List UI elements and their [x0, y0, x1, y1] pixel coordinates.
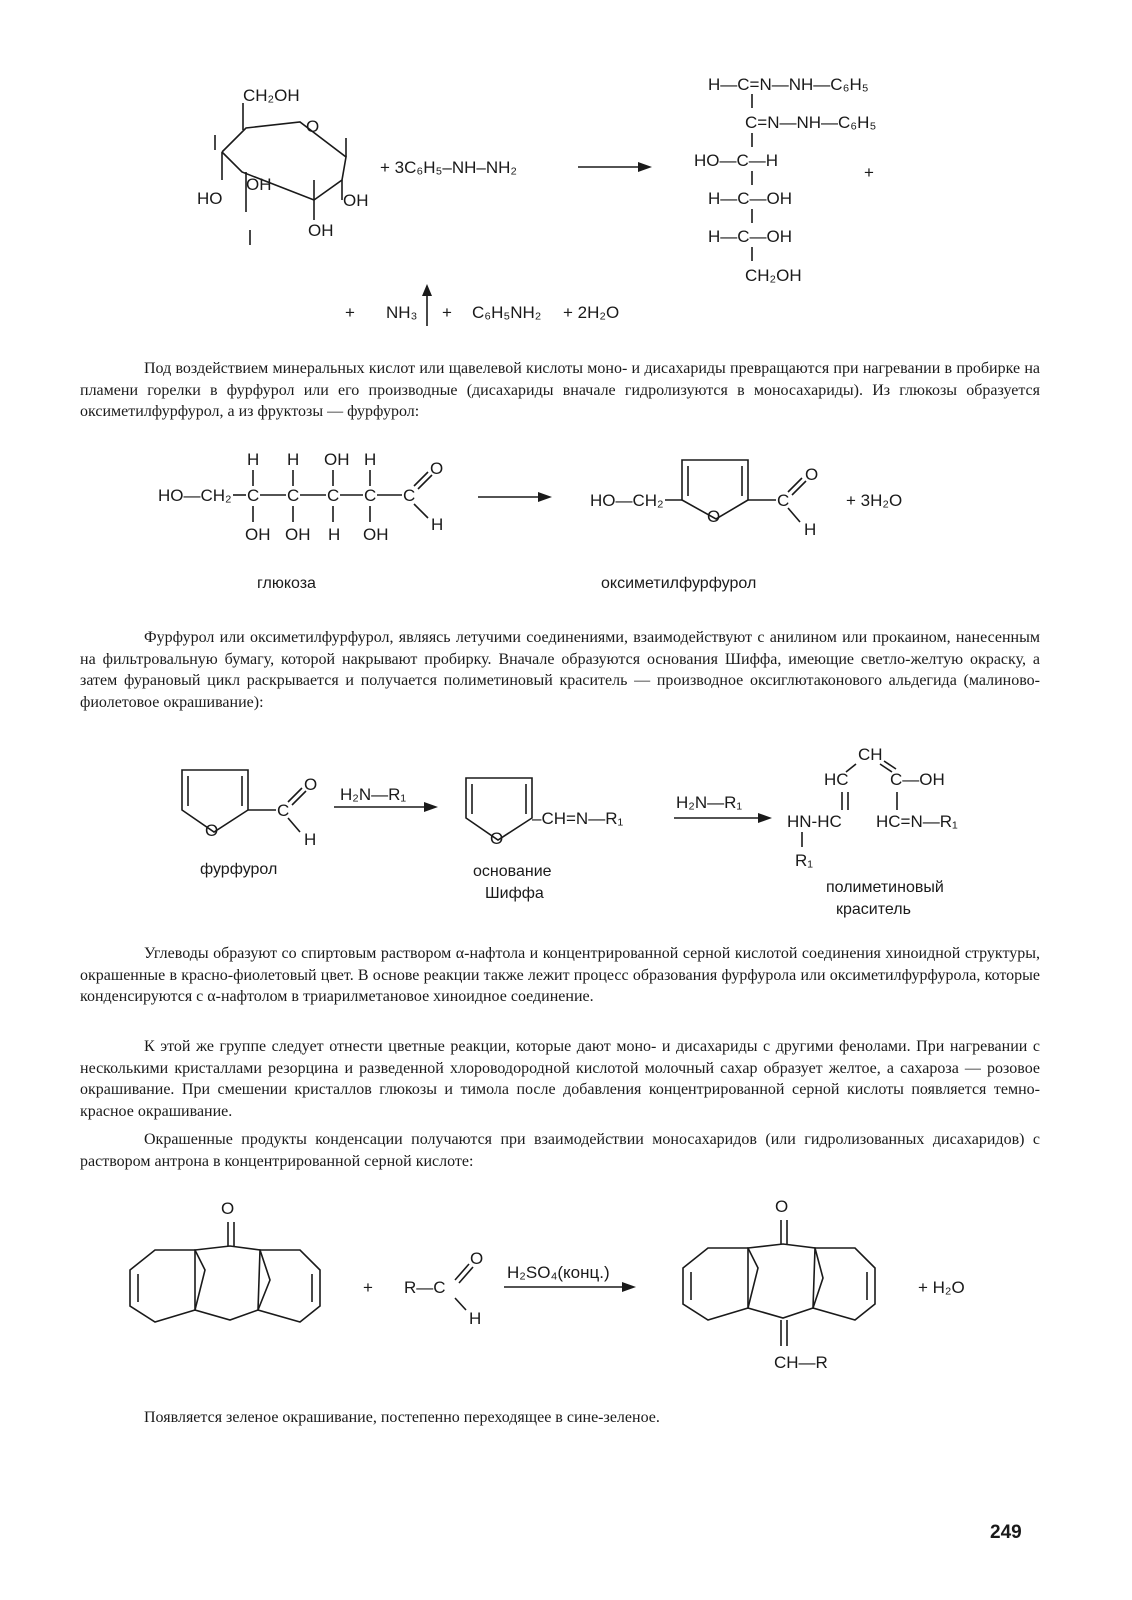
osazone-row-4: H—C—OH: [708, 189, 793, 208]
paragraph-2: Фурфурол или оксиметилфурфурол, являясь летучими соединениями, взаимодействуют с анилином или прокаином, нанесенным на фильтровальную бумагу, которой накрывают пробирку. Вначале образуются основания Шиффа, имеющие светло-желтую окраску, а затем фурановый цикл раскрывается и получается полиметиновый краситель — производное оксиглютаконового альдегида (малиново-фиолетовое окрашивание):: [80, 629, 1040, 711]
chain-c-4: C: [364, 486, 377, 505]
chain-top-1: H: [247, 450, 260, 469]
label-dye-line-2: краситель: [836, 901, 911, 918]
product-o: O: [775, 1197, 789, 1216]
paragraph-6: Появляется зеленое окрашивание, постепенно переходящее в сине-зеленое.: [144, 1409, 660, 1426]
osazone-row-3: HO—C—H: [694, 151, 779, 170]
paragraph-5: Окрашенные продукты конденсации получаются при взаимодействии моносахаридов (или гидролизованных дисахаридов) с раствором антрона в концентрированной серной кислоте:: [80, 1131, 1040, 1170]
chain-c-1: C: [247, 486, 260, 505]
paragraph-1: Под воздействием минеральных кислот или щавелевой кислоты моно- и дисахариды превращаются при нагревании в пробирке на пламени горелки в фурфурол или его производные (дисахариды вначале гидролизуются в моносахариды). Из глюкозы образуется оксиметилфурфурол, а из фруктозы — фурфурол:: [80, 360, 1040, 420]
osazone-row-6: CH₂OH: [745, 266, 802, 285]
scheme-hmf-formation: [0, 440, 1132, 600]
paragraph-4: К этой же группе следует отнести цветные реакции, которые дают моно- и дисахариды с другими фенолами. При нагревании с несколькими кристаллами резорцина и разведенной хлороводородной кислотой молочный сахар образует желтое, а сахароза — розовое окрашивание. При смешении кристаллов глюкозы и тимола после добавления концентрированной серной кислоты появляется темно-красное окрашивание.: [80, 1038, 1040, 1120]
furfural-c: C: [277, 801, 290, 820]
amine-reagent-2: H₂N—R₁: [676, 793, 743, 812]
byproduct-plus-1: +: [345, 303, 355, 322]
hmf-ring-o: O: [707, 507, 721, 526]
dye-ch: CH: [858, 745, 883, 764]
glucose-ring-o: O: [306, 117, 320, 136]
label-schiff-line-2: Шиффа: [485, 885, 544, 902]
product-center-ring: [748, 1244, 823, 1318]
aldehyde-h: H: [469, 1309, 482, 1328]
aldehyde-h: H: [431, 515, 444, 534]
glucose-ch2oh: CH₂OH: [243, 86, 300, 105]
chain-top-2: H: [287, 450, 300, 469]
glucose-oh-right: OH: [343, 191, 369, 210]
chain-c-aldehyde: C: [403, 486, 416, 505]
hmf-water: + 3H₂O: [846, 491, 903, 510]
dye-hc-n: HC=N—R₁: [876, 812, 958, 831]
page-number: 249: [990, 1522, 1022, 1543]
label-schiff-line-1: основание: [473, 863, 552, 880]
product-water: + H₂O: [918, 1278, 965, 1297]
glucose-ho: HO: [197, 189, 223, 208]
chain-main: HO—CH₂: [158, 486, 232, 505]
scheme-osazone-reaction: [0, 60, 1132, 335]
byproduct-nh3: NH₃: [386, 303, 418, 322]
label-glucose: глюкоза: [257, 575, 316, 592]
dye-r1: R₁: [795, 851, 814, 870]
chain-top-4: H: [364, 450, 377, 469]
hmf-side-chain: HO—CH₂: [590, 491, 664, 510]
osazone-plus: +: [864, 163, 874, 182]
chain-bottom-3: H: [328, 525, 341, 544]
chain-top-3: OH: [324, 450, 350, 469]
osazone-row-5: H—C—OH: [708, 227, 793, 246]
schiff-ring-o: O: [490, 829, 504, 848]
dye-c-oh: C—OH: [890, 770, 945, 789]
label-furfural: фурфурол: [200, 861, 278, 878]
dye-hc-left: HC: [824, 770, 849, 789]
chain-bottom-2: OH: [285, 525, 311, 544]
furfural-o: O: [304, 775, 318, 794]
byproduct-aniline: C₆H₅NH₂: [472, 303, 542, 322]
sulfuric-acid-reagent: H₂SO₄(конц.): [507, 1263, 610, 1282]
aldehyde-r-c: R—C: [404, 1278, 446, 1297]
schiff-tail: –CH=N—R₁: [532, 809, 624, 828]
furfural-h: H: [304, 830, 317, 849]
product-right-ring: [813, 1248, 875, 1320]
osazone-row-1: H—C=N—NH—C₆H₅: [708, 75, 869, 94]
byproduct-plus-2: +: [442, 303, 452, 322]
aldehyde-o: O: [430, 459, 444, 478]
dye-hn-hc: HN-HC: [787, 812, 842, 831]
hmf-carbonyl-h: H: [804, 520, 817, 539]
glucose-oh-bottom: OH: [308, 221, 334, 240]
osazone-row-2: C=N—NH—C₆H₅: [745, 113, 877, 132]
glucose-ring: [222, 122, 346, 200]
chain-bottom-4: OH: [363, 525, 389, 544]
scheme-polymethine-dye: [0, 735, 1132, 930]
hmf-carbonyl-c: C: [777, 491, 790, 510]
hmf-carbonyl-o: O: [805, 465, 819, 484]
anthrone-left-ring: [130, 1250, 205, 1322]
label-hmf: оксиметилфурфурол: [601, 575, 757, 592]
aldehyde-o: O: [470, 1249, 484, 1268]
product-left-ring: [683, 1248, 758, 1320]
byproduct-water: + 2H₂O: [563, 303, 620, 322]
furfural-ring-o: O: [205, 821, 219, 840]
scheme-anthrone-reaction: [0, 1190, 1132, 1390]
chain-c-2: C: [287, 486, 300, 505]
anthrone-plus: +: [363, 1278, 373, 1297]
anthrone-o: O: [221, 1199, 235, 1218]
product-ch-r: CH—R: [774, 1353, 828, 1372]
chain-bottom-1: OH: [245, 525, 271, 544]
amine-reagent-1: H₂N—R₁: [340, 785, 407, 804]
chain-c-3: C: [327, 486, 340, 505]
label-dye-line-1: полиметиновый: [826, 879, 944, 896]
paragraph-3: Углеводы образуют со спиртовым раствором α-нафтола и концентрированной серной кислотой соединения хиноидной структуры, окрашенные в красно-фиолетовый цвет. В основе реакции также лежит процесс образования фурфурола или оксиметилфурфурола, которые конденсируются с α-нафтолом в триарилметановое хиноидное соединение.: [80, 945, 1040, 1005]
glucose-oh-inner: OH: [246, 175, 272, 194]
phenylhydrazine-reagent: + 3C₆H₅–NH–NH₂: [380, 158, 517, 177]
